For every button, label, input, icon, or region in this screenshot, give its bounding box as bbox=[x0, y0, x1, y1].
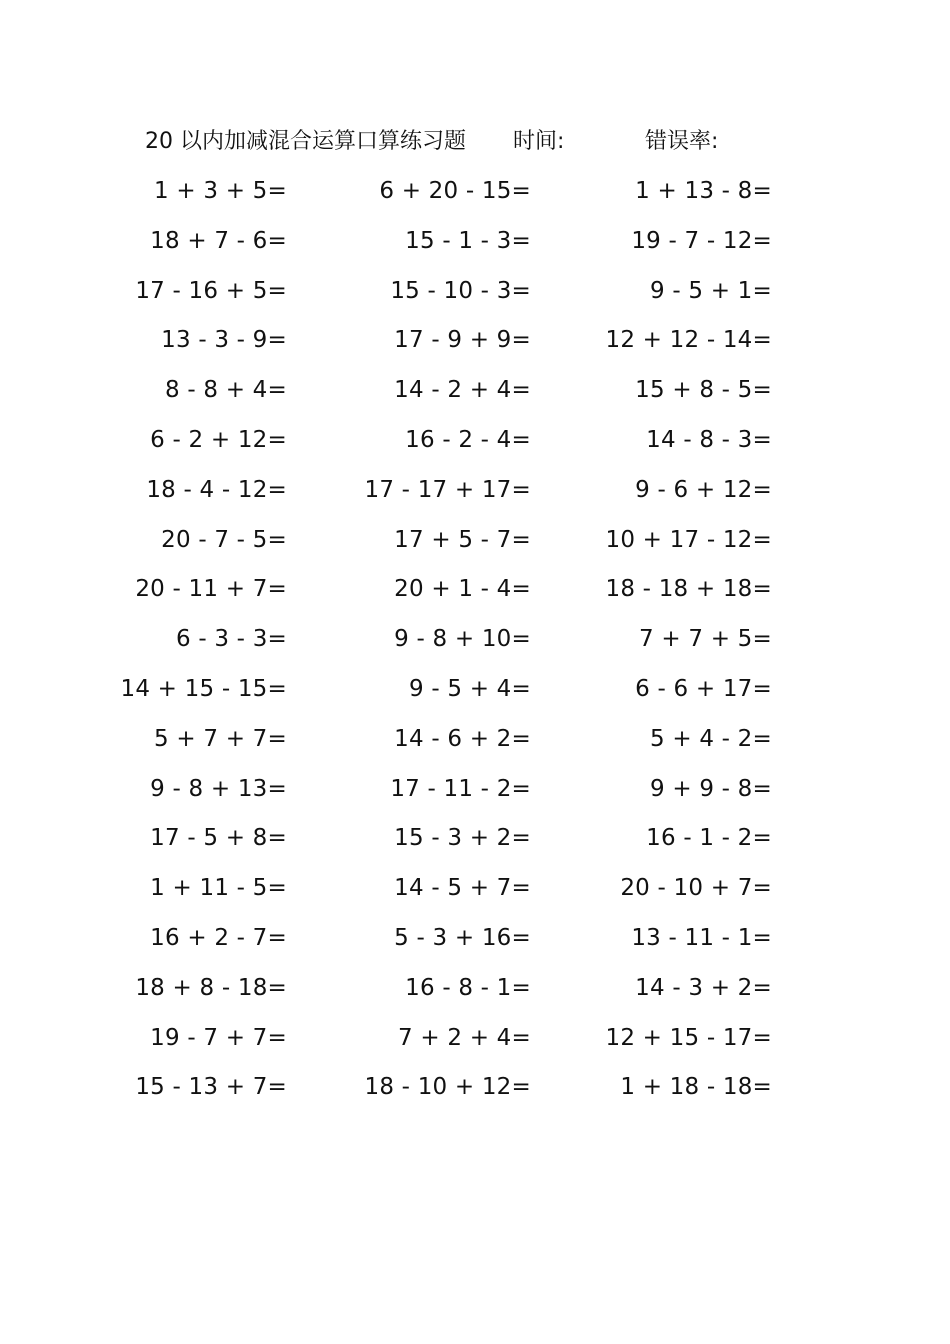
exercise-item: 15 - 13 + 7= bbox=[135, 1074, 287, 1101]
exercise-item: 9 - 6 + 12= bbox=[635, 476, 772, 503]
exercise-item: 17 - 9 + 9= bbox=[394, 327, 531, 354]
exercise-item: 1 + 13 - 8= bbox=[635, 178, 772, 204]
exercise-item: 5 + 4 - 2= bbox=[650, 725, 772, 752]
exercise-item: 15 - 3 + 2= bbox=[394, 825, 531, 852]
exercise-item: 19 - 7 + 7= bbox=[150, 1024, 287, 1051]
exercise-item: 14 - 5 + 7= bbox=[394, 875, 531, 902]
exercise-item: 9 - 5 + 4= bbox=[409, 675, 531, 702]
exercise-row bbox=[0, 669, 950, 719]
exercise-row bbox=[0, 221, 950, 271]
exercise-item: 17 - 17 + 17= bbox=[364, 476, 531, 503]
exercise-item: 12 + 12 - 14= bbox=[605, 327, 772, 354]
exercise-item: 20 + 1 - 4= bbox=[394, 576, 531, 603]
exercise-item: 18 - 18 + 18= bbox=[605, 576, 772, 603]
exercise-row bbox=[0, 569, 950, 619]
exercise-item: 12 + 15 - 17= bbox=[605, 1024, 772, 1051]
exercise-item: 6 + 20 - 15= bbox=[379, 178, 531, 204]
exercise-item: 17 - 16 + 5= bbox=[135, 277, 287, 304]
exercise-item: 20 - 11 + 7= bbox=[135, 576, 287, 603]
exercise-row bbox=[0, 420, 950, 470]
exercise-row bbox=[0, 968, 950, 1018]
time-label: 时间: bbox=[513, 129, 565, 154]
exercise-row bbox=[0, 171, 950, 221]
exercise-item: 10 + 17 - 12= bbox=[605, 526, 772, 553]
exercise-item: 20 - 7 - 5= bbox=[161, 526, 287, 553]
exercise-item: 5 + 7 + 7= bbox=[154, 725, 287, 752]
exercise-item: 18 + 7 - 6= bbox=[150, 227, 287, 254]
exercise-item: 1 + 3 + 5= bbox=[154, 178, 287, 204]
exercise-item: 19 - 7 - 12= bbox=[631, 227, 772, 254]
exercise-item: 14 - 2 + 4= bbox=[394, 377, 531, 404]
exercise-item: 7 + 2 + 4= bbox=[398, 1024, 531, 1051]
exercise-row bbox=[0, 271, 950, 321]
error-rate-label: 错误率: bbox=[645, 129, 719, 154]
exercise-item: 15 - 10 - 3= bbox=[390, 277, 531, 304]
exercise-item: 17 + 5 - 7= bbox=[394, 526, 531, 553]
exercise-row bbox=[0, 1018, 950, 1068]
exercise-row bbox=[0, 719, 950, 769]
exercise-item: 17 - 11 - 2= bbox=[390, 775, 531, 802]
exercise-item: 5 - 3 + 16= bbox=[394, 924, 531, 951]
exercise-item: 16 - 1 - 2= bbox=[646, 825, 772, 852]
exercise-grid bbox=[0, 171, 950, 1117]
worksheet-title: 20 以内加减混合运算口算练习题 bbox=[145, 129, 466, 154]
exercise-item: 14 - 6 + 2= bbox=[394, 725, 531, 752]
exercise-item: 7 + 7 + 5= bbox=[639, 626, 772, 653]
exercise-item: 16 - 8 - 1= bbox=[405, 974, 531, 1001]
exercise-item: 16 + 2 - 7= bbox=[150, 924, 287, 951]
exercise-item: 18 - 10 + 12= bbox=[364, 1074, 531, 1101]
exercise-item: 14 - 8 - 3= bbox=[646, 426, 772, 453]
exercise-item: 20 - 10 + 7= bbox=[620, 875, 772, 902]
exercise-item: 1 + 11 - 5= bbox=[150, 875, 287, 902]
exercise-item: 9 - 8 + 10= bbox=[394, 626, 531, 653]
exercise-row bbox=[0, 1067, 950, 1117]
exercise-item: 13 - 11 - 1= bbox=[631, 924, 772, 951]
exercise-item: 18 - 4 - 12= bbox=[146, 476, 287, 503]
exercise-item: 9 - 5 + 1= bbox=[650, 277, 772, 304]
exercise-item: 15 + 8 - 5= bbox=[635, 377, 772, 404]
exercise-item: 6 - 3 - 3= bbox=[175, 626, 287, 653]
exercise-item: 18 + 8 - 18= bbox=[135, 974, 287, 1001]
exercise-row bbox=[0, 868, 950, 918]
exercise-row bbox=[0, 320, 950, 370]
exercise-item: 16 - 2 - 4= bbox=[405, 426, 531, 453]
exercise-row bbox=[0, 470, 950, 520]
exercise-row bbox=[0, 520, 950, 570]
exercise-row bbox=[0, 918, 950, 968]
exercise-item: 9 - 8 + 13= bbox=[150, 775, 287, 802]
exercise-item: 14 - 3 + 2= bbox=[635, 974, 772, 1001]
exercise-row bbox=[0, 370, 950, 420]
exercise-item: 14 + 15 - 15= bbox=[120, 675, 287, 702]
exercise-item: 6 - 2 + 12= bbox=[150, 426, 287, 453]
exercise-item: 13 - 3 - 9= bbox=[161, 327, 287, 354]
exercise-item: 17 - 5 + 8= bbox=[150, 825, 287, 852]
exercise-item: 8 - 8 + 4= bbox=[165, 377, 287, 404]
exercise-row bbox=[0, 769, 950, 819]
exercise-row bbox=[0, 619, 950, 669]
exercise-item: 15 - 1 - 3= bbox=[405, 227, 531, 254]
exercise-item: 6 - 6 + 17= bbox=[635, 675, 772, 702]
exercise-item: 1 + 18 - 18= bbox=[620, 1074, 772, 1101]
exercise-item: 9 + 9 - 8= bbox=[650, 775, 772, 802]
exercise-row bbox=[0, 818, 950, 868]
